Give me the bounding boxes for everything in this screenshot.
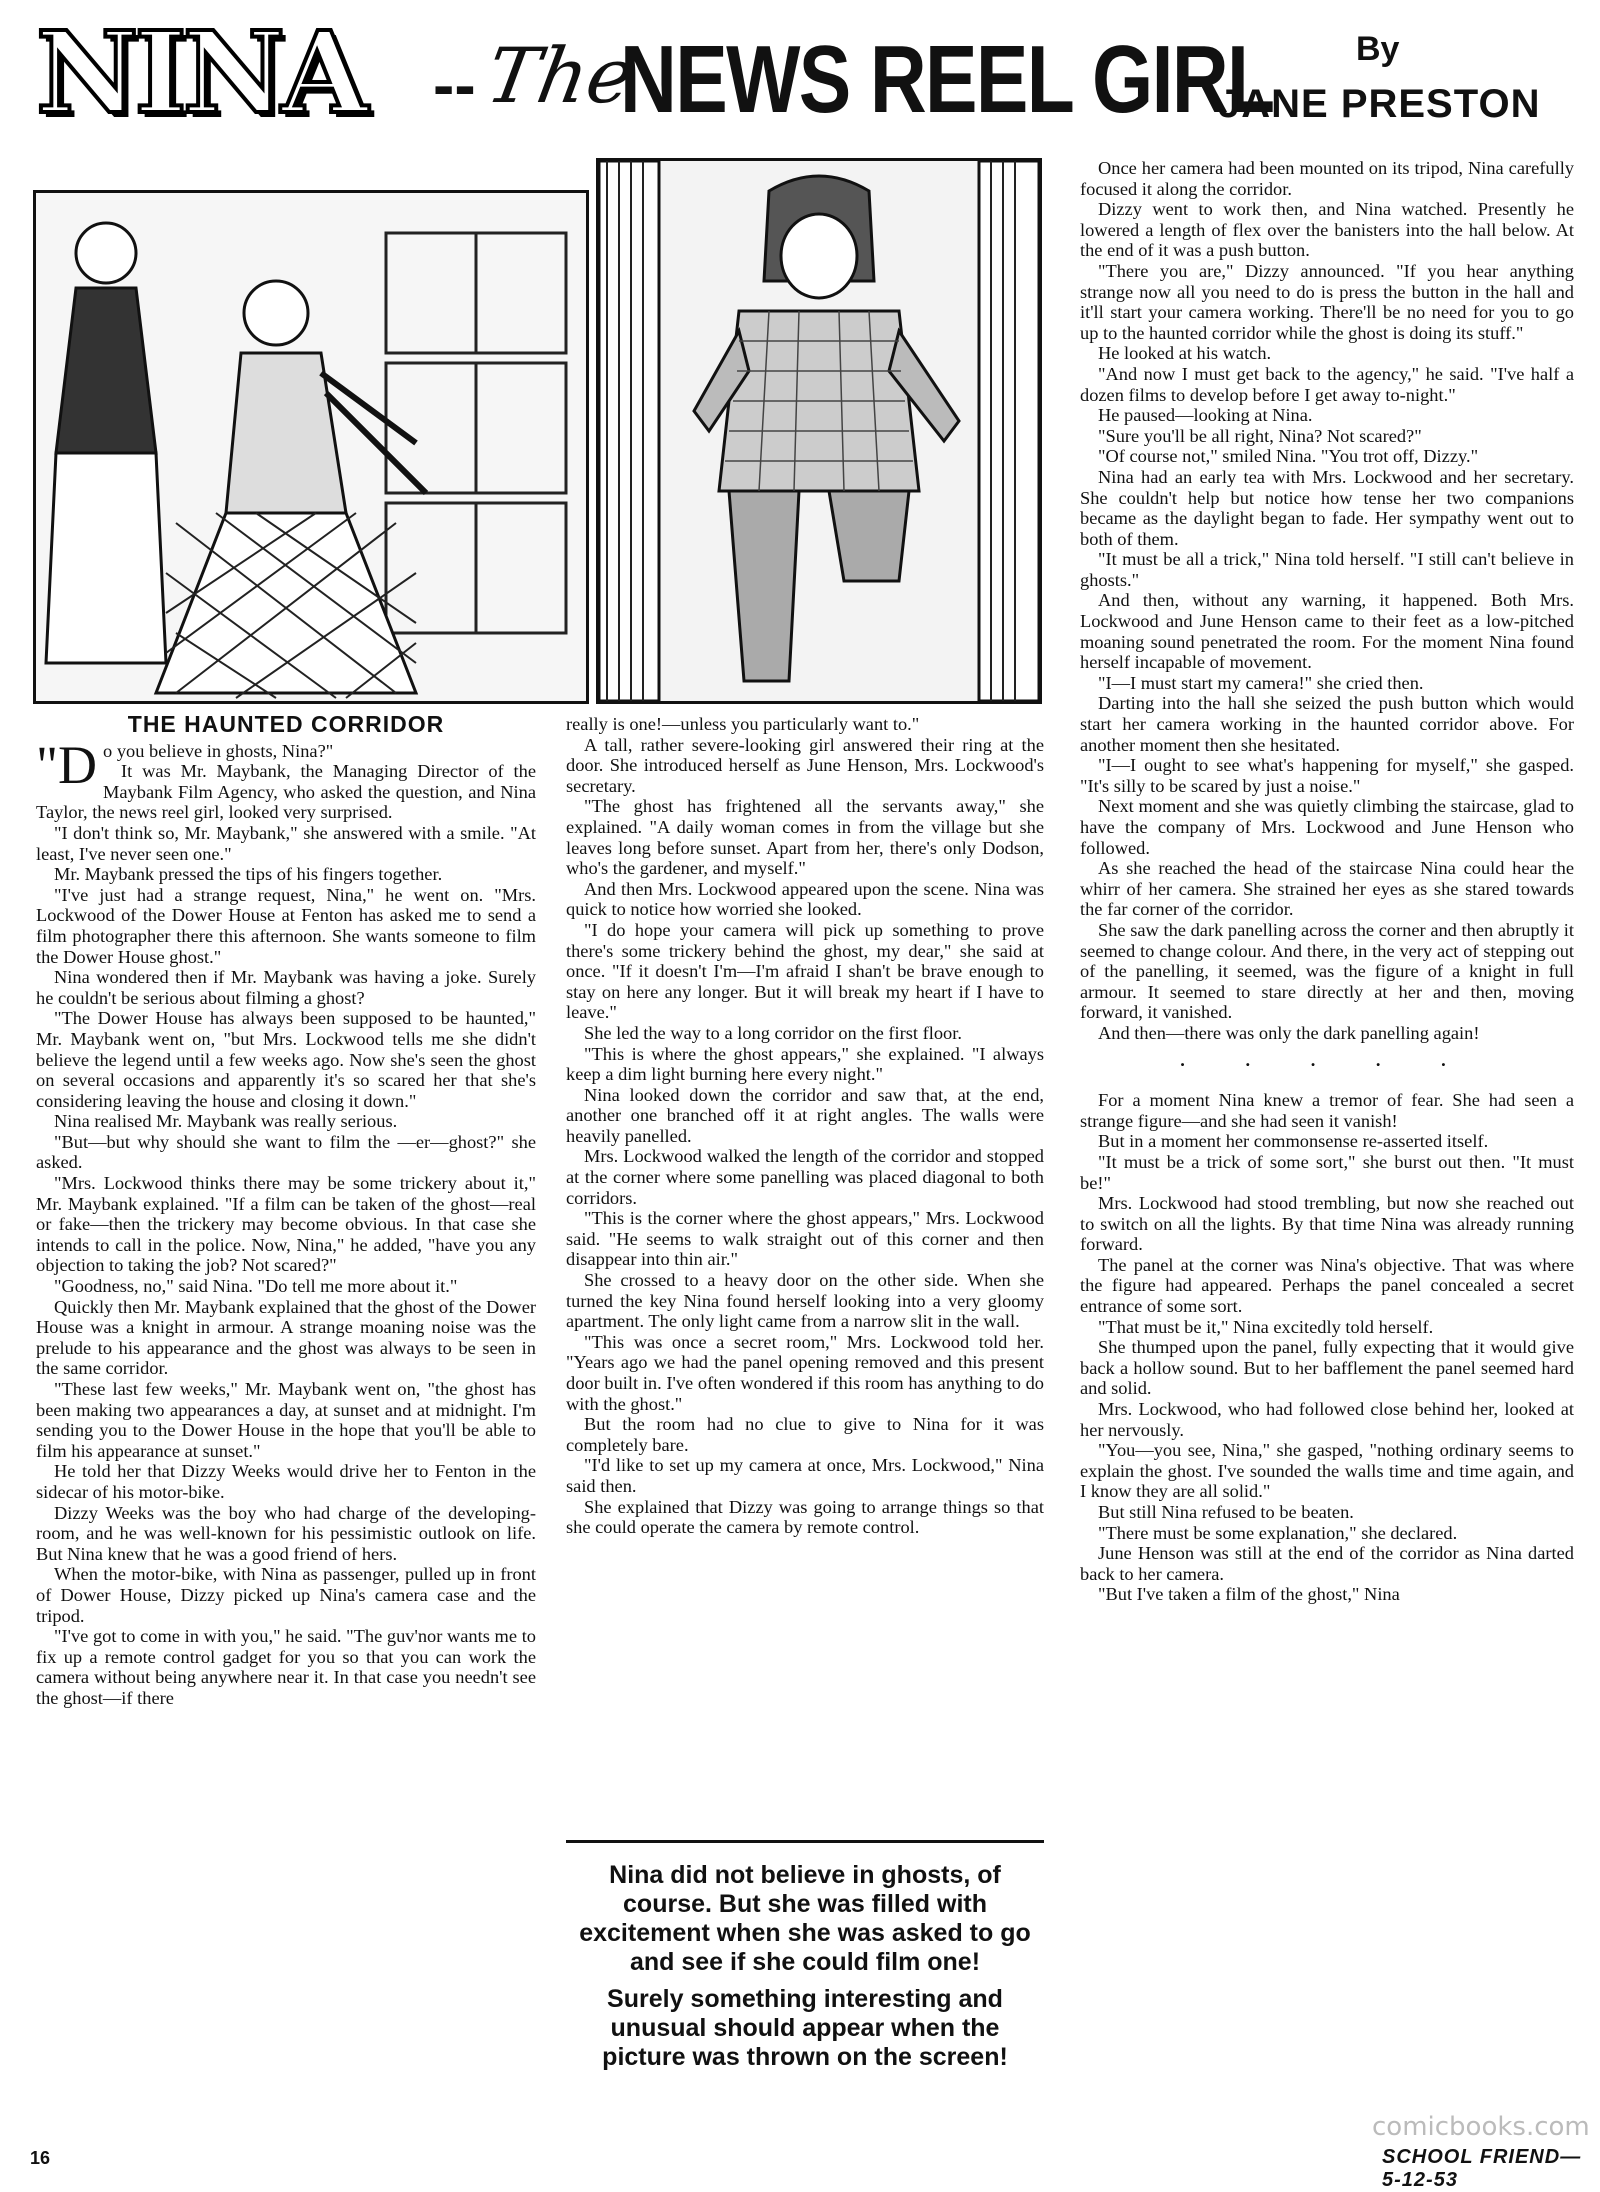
paragraph: "I do hope your camera will pick up something to prove there's some trickery behind the ghost, my dear," she said at once. "If it doesn't I'm—I'm afraid I shan't be brave enough to stay on here any longer. But it will break my heart if I have to leave." — [566, 919, 1044, 1023]
paragraph: Quickly then Mr. Maybank explained that the ghost of the Dower House was a knight in armour. A strange moaning noise was the prelude to his appearance and the ghost was always to be seen in the same corridor. — [36, 1296, 536, 1379]
paragraph: A tall, rather severe-looking girl answered their ring at the door. She introduced herself as June Henson, Mrs. Lockwood's secretary. — [566, 734, 1044, 796]
paragraph: June Henson was still at the end of the corridor as Nina darted back to her camera. — [1080, 1543, 1574, 1584]
paragraph: It was Mr. Maybank, the Managing Director of the Maybank Film Agency, who asked the question, and Nina Taylor, the news reel girl, looked very surprised. — [36, 761, 536, 823]
paragraph: She explained that Dizzy was going to arrange things so that she could operate the camera by remote control. — [566, 1496, 1044, 1538]
illustration-girls-talking — [33, 190, 589, 704]
paragraph: Once her camera had been mounted on its tripod, Nina carefully focused it along the corridor. — [1080, 158, 1574, 199]
paragraph: He told her that Dizzy Weeks would drive her to Fenton in the sidecar of his motor-bike. — [36, 1461, 536, 1502]
paragraph: "There must be some explanation," she declared. — [1098, 1522, 1458, 1543]
paragraph: "It must be a trick of some sort," she burst out then. "It must be!" — [1080, 1151, 1574, 1193]
paragraph: Mr. Maybank pressed the tips of his fingers together. — [54, 864, 443, 885]
title-nina: NINA — [36, 8, 365, 139]
paragraph: "This is where the ghost appears," she explained. "I always keep a dim light burning here every night." — [566, 1043, 1044, 1085]
magazine-issue: SCHOOL FRIEND—5-12-53 — [1382, 2146, 1582, 2191]
paragraph: When the motor-bike, with Nina as passenger, pulled up in front of Dower House, Dizzy picked up Nina's camera case and the tripod. — [36, 1564, 536, 1626]
paragraph: "Of course not," smiled Nina. "You trot off, Dizzy." — [1098, 446, 1479, 467]
paragraph: For a moment Nina knew a tremor of fear. She had seen a strange figure—and she had seen it vanish! — [1080, 1090, 1574, 1131]
paragraph: "Sure you'll be all right, Nina? Not scared?" — [1098, 425, 1422, 446]
paragraph: Mrs. Lockwood had stood trembling, but now she reached out to switch on all the lights. By that time Nina was already running forward. — [1080, 1193, 1574, 1255]
page-number: 16 — [30, 2148, 51, 2168]
section-break-dots: . . . . . — [1180, 1049, 1474, 1070]
paragraph: Mrs. Lockwood, who had followed close behind her, looked at her nervously. — [1080, 1399, 1574, 1440]
paragraph: "The ghost has frightened all the servants away," she explained. "A daily woman comes in from the village but she leaves long before sunset. Apart from her, there's only Dodson, who's the gardener, and myself." — [566, 796, 1044, 879]
paragraph: She thumped upon the panel, fully expecting that it would give back a hollow sound. But to her bafflement the panel seemed hard and solid. — [1080, 1337, 1574, 1399]
paragraph: "Mrs. Lockwood thinks there may be some trickery about it," Mr. Maybank explained. "If a film can be taken of the ghost—real or fake—then the trickery may become obvious. In that case she intends to call in the police. Now, Nina," he added, "have you any objection to taking the job? Not scared?" — [36, 1173, 536, 1276]
paragraph: He paused—looking at Nina. — [1098, 405, 1313, 426]
title-the: The — [480, 31, 641, 120]
illustration-knight-in-armour — [596, 158, 1042, 704]
paragraph: "And now I must get back to the agency," he said. "I've half a dozen films to develop before I get away to-night." — [1080, 363, 1574, 405]
promo-line-1: Nina did not believe in ghosts, of course. But she was filled with excitement when she was asked to go and see if she could film one! — [579, 1861, 1031, 1976]
paragraph: "But—but why should she want to film the —er—ghost?" she asked. — [36, 1131, 536, 1173]
paragraph: "But I've taken a film of the ghost," Nina — [1098, 1584, 1400, 1605]
promo-blurb — [566, 1840, 1044, 2080]
paragraph: "I've just had a strange request, Nina," he went on. "Mrs. Lockwood of the Dower House at Fenton has asked me to send a film photographer there this afternoon. She wants someone to film the Dower House ghost." — [36, 884, 536, 967]
paragraph: Next moment and she was quietly climbing the staircase, glad to have the company of Mrs. Lockwood and June Henson who followed. — [1080, 796, 1574, 858]
paragraph: As she reached the head of the staircase Nina could hear the whirr of her camera. She strained her eyes as she stared towards the far corner of the corridor. — [1080, 858, 1574, 920]
paragraph: "These last few weeks," Mr. Maybank went on, "the ghost has been making two appearances a day, at sunset and at midnight. I'm sending you to the Dower House in the hope that you'll be able to film his appearance at sunset." — [36, 1379, 536, 1461]
byline-by: By — [1356, 30, 1400, 68]
paragraph: "The Dower House has always been supposed to be haunted," Mr. Maybank went on, "but Mrs. Lockwood tells me she didn't believe the legend until a few weeks ago. Now she's seen the ghost on several occasions and apparently it's so scared her that she's considering leaving the house and closing it down." — [36, 1008, 536, 1111]
paragraph: "That must be it," Nina excitedly told herself. — [1098, 1316, 1434, 1337]
title-dash: -- — [433, 49, 476, 121]
paragraph: "This is the corner where the ghost appears," Mrs. Lockwood said. "He seems to walk straight out of this corner and then disappear into thin air." — [566, 1208, 1044, 1270]
paragraph: Mrs. Lockwood walked the length of the corridor and stopped at the corner where some panelling was placed diagonal to both corridors. — [566, 1146, 1044, 1208]
paragraph: really is one!—unless you particularly want to." — [566, 714, 920, 734]
knight-in-armour-icon — [599, 161, 1039, 701]
paragraph: Dizzy Weeks was the boy who had charge of the developing-room, and he was well-known for his pessimistic outlook on life. But Nina knew that he was a good friend of hers. — [36, 1502, 536, 1564]
paragraph: "Goodness, no," said Nina. "Do tell me more about it." — [54, 1276, 458, 1297]
story-column-3 — [1080, 158, 1574, 1605]
paragraph: "I don't think so, Mr. Maybank," she answered with a smile. "At least, I've never seen one." — [36, 822, 536, 864]
paragraph: "I—I must start my camera!" she cried then. — [1098, 672, 1424, 693]
paragraph: "This was once a secret room," Mrs. Lockwood told her. "Years ago we had the panel opening removed and this present door built in. I've often wondered if this room has anything to do with the ghost." — [566, 1331, 1044, 1414]
paragraph: Dizzy went to work then, and Nina watched. Presently he lowered a length of flex over the banisters into the hall below. At the end of it was a push button. — [1080, 199, 1574, 261]
byline-author: JANE PRESTON — [1218, 82, 1541, 126]
paragraph: She crossed to a heavy door on the other side. When she turned the key Nina found herself looking into a very gloomy apartment. The only light came from a narrow slit in the wall. — [566, 1270, 1044, 1332]
paragraph: "Do you believe in ghosts, Nina?" — [36, 734, 334, 795]
paragraph: "You—you see, Nina," she gasped, "nothing ordinary seems to explain the ghost. I've sounded the walls time and time again, and I know they are all solid." — [1080, 1440, 1574, 1502]
story-column-1 — [36, 711, 536, 1709]
section-heading: THE HAUNTED CORRIDOR — [127, 711, 445, 737]
paragraph: Nina looked down the corridor and saw that, at the end, another one branched off it at right angles. The walls were heavily panelled. — [566, 1084, 1044, 1146]
paragraph: Nina had an early tea with Mrs. Lockwood and her secretary. She couldn't help but notice how tense her two companions became as the daylight began to fade. Her sympathy went out to both of them. — [1080, 466, 1574, 549]
paragraph: But in a moment her commonsense re-asserted itself. — [1098, 1131, 1489, 1152]
paragraph: Nina realised Mr. Maybank was really serious. — [54, 1111, 398, 1132]
watermark: comicbooks.com — [1372, 2112, 1590, 2142]
paragraph: She led the way to a long corridor on the first floor. — [584, 1022, 962, 1043]
paragraph: She saw the dark panelling across the corner and then abruptly it seemed to change colour. And there, in the very act of stepping out of the panelling, it seemed, was the figure of a knight in full armour. It seemed to stare directly at her and then, moving forward, it vanished. — [1080, 919, 1574, 1023]
title-banner — [28, 8, 1568, 152]
title-news-reel-girl: NEWS REEL GIRL — [620, 26, 1274, 133]
paragraph: But the room had no clue to give to Nina for it was completely bare. — [566, 1414, 1044, 1455]
story-column-2 — [566, 714, 1044, 1538]
paragraph: Darting into the hall she seized the push button which would start her camera working in the haunted corridor above. For another moment then she hesitated. — [1080, 693, 1574, 755]
paragraph: And then, without any warning, it happened. Both Mrs. Lockwood and June Henson came to their feet as a low-pitched moaning sound penetrated the room. For the moment Nina found herself incapable of movement. — [1080, 590, 1574, 673]
paragraph: "I—I ought to see what's happening for myself," she gasped. "It's silly to be scared by just a noise." — [1080, 755, 1574, 796]
paragraph: "It must be all a trick," Nina told herself. "I still can't believe in ghosts." — [1080, 549, 1574, 590]
paragraph: "I've got to come in with you," he said. "The guv'nor wants me to fix up a remote control gadget for you so that you can work the camera without being anywhere near it. In that case you needn't see the ghost—if there — [36, 1626, 536, 1708]
paragraph: And then Mrs. Lockwood appeared upon the scene. Nina was quick to notice how worried she looked. — [566, 878, 1044, 920]
paragraph: But still Nina refused to be beaten. — [1098, 1502, 1354, 1522]
paragraph: He looked at his watch. — [1098, 343, 1272, 364]
paragraph: The panel at the corner was Nina's objective. That was where the figure had appeared. Perhaps the panel concealed a secret entrance of some sort. — [1080, 1254, 1574, 1317]
paragraph: "There you are," Dizzy announced. "If you hear anything strange now all you need to do is press the button in the hall and it'll start your camera working. There'll be no need for you to go up to the haunted corridor while the ghost is doing its stuff." — [1080, 260, 1574, 343]
paragraph: "I'd like to set up my camera at once, Mrs. Lockwood," Nina said then. — [566, 1455, 1044, 1496]
paragraph: Nina wondered then if Mr. Maybank was having a joke. Surely he couldn't be serious about filming a ghost? — [36, 967, 536, 1008]
promo-line-2: Surely something interesting and unusual should appear when the picture was thrown on the screen! — [602, 1985, 1008, 2071]
two-girls-talking-icon — [36, 193, 586, 701]
paragraph: And then—there was only the dark panelling again! — [1098, 1022, 1480, 1043]
drop-cap: "D — [36, 734, 98, 795]
